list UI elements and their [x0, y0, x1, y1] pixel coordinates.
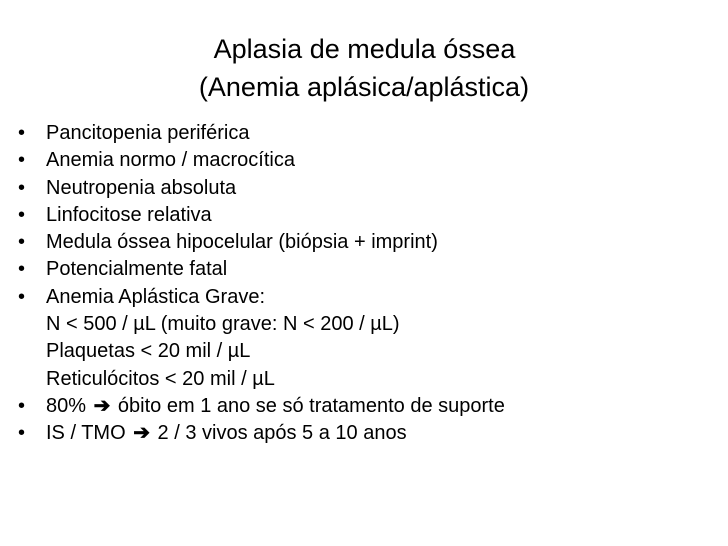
title-line-1: Aplasia de medula óssea [213, 34, 516, 64]
sub-line: Plaquetas < 20 mil / µL [46, 340, 251, 363]
title-line-2: (Anemia aplásica/aplástica) [198, 72, 530, 102]
bullet-pre-text: 80% [46, 394, 87, 417]
bullet-item: • Anemia normo / macrocítica [18, 147, 505, 174]
bullet-post-text: 2 / 3 vivos após 5 a 10 anos [157, 422, 407, 445]
bullet-item: • Anemia Aplástica Grave: [18, 284, 505, 311]
arrow-right-icon: ➔ [93, 394, 111, 417]
bullet-item: • Potencialmente fatal [18, 256, 505, 283]
slide-title [0, 30, 728, 106]
bullet-item-mortality [18, 393, 505, 420]
bullet-item-treatment [18, 420, 505, 447]
bullet-item: • Medula óssea hipocelular (biópsia + imprint) [18, 229, 505, 256]
bullet-pre-text: IS / TMO [46, 422, 126, 445]
sub-line: Reticulócitos < 20 mil / µL [46, 367, 275, 390]
sub-line: N < 500 / µL (muito grave: N < 200 / µL) [46, 313, 400, 336]
bullet-item: • Neutropenia absoluta [18, 175, 505, 202]
bullet-item: • Pancitopenia periférica [18, 120, 505, 147]
bullet-item: • Linfocitose relativa [18, 202, 505, 229]
arrow-right-icon: ➔ [133, 422, 150, 445]
bullet-post-text: óbito em 1 ano se só tratamento de suporte [117, 394, 505, 417]
bullet-list [18, 120, 505, 448]
